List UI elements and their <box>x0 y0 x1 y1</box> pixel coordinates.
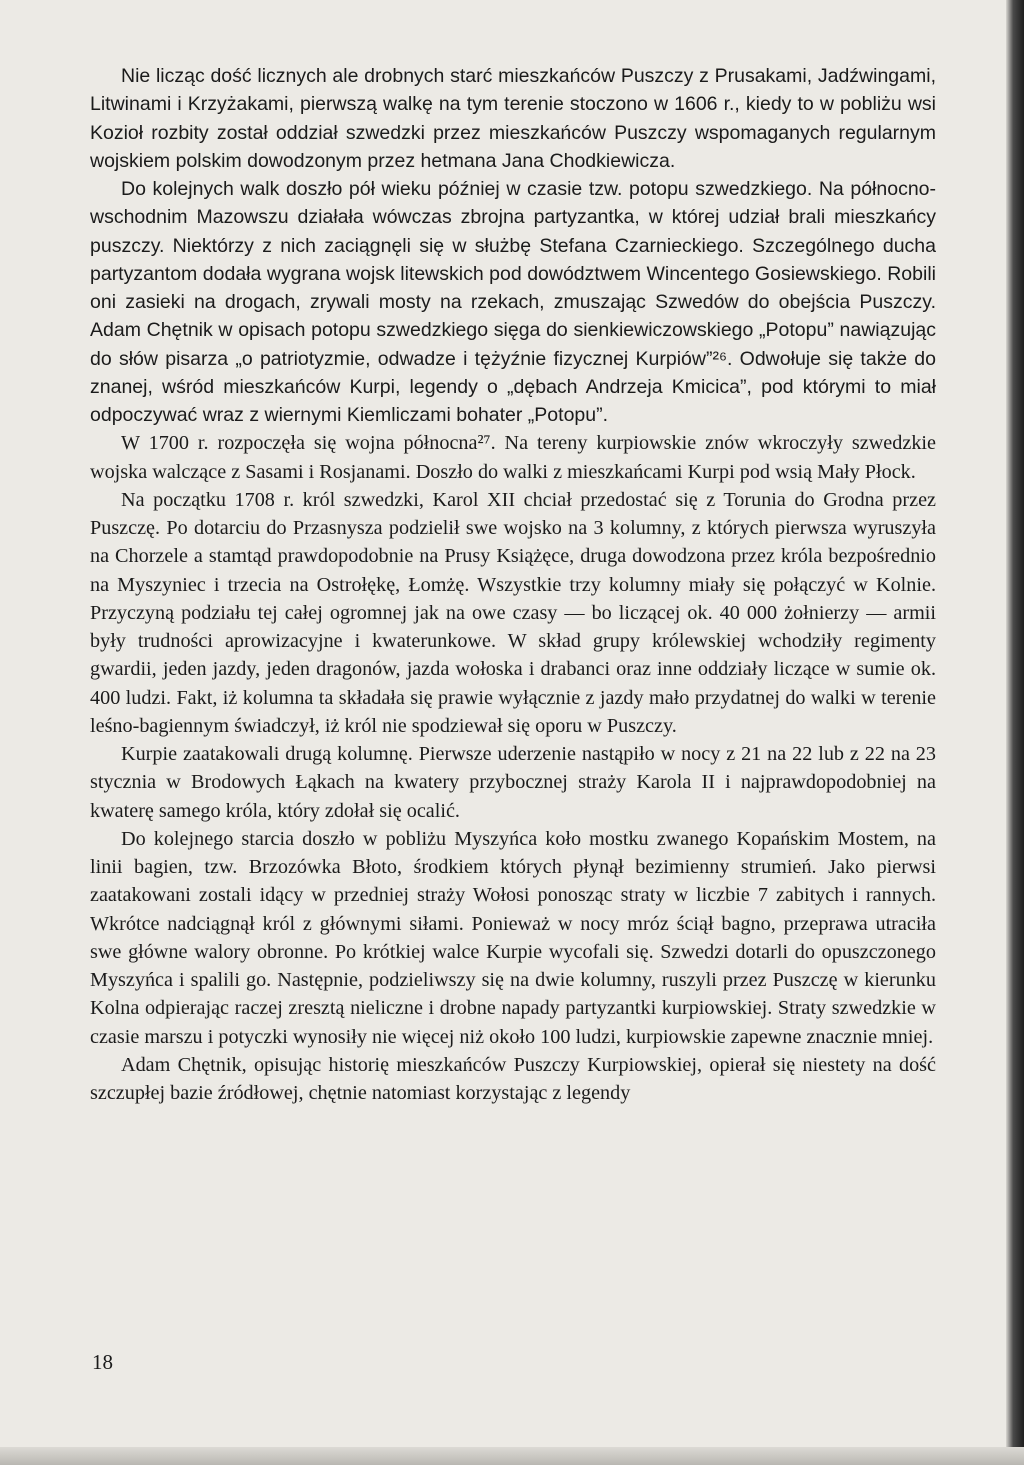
paragraph: W 1700 r. rozpoczęła się wojna północna²⁷. Na tereny kurpiowskie znów wkroczyły szwedzkie wojska walczące z Sasami i Rosjanami. Doszło do walki z mieszkańcami Kurpi pod wsią Mały Płock. <box>90 432 936 483</box>
paragraph: Kurpie zaatakowali drugą kolumnę. Pierwsze uderzenie nastąpiło w nocy z 21 na 22 lub z 22 na 23 stycznia w Brodowych Łąkach na kwatery przybocznej straży Karola II i najprawdopodobniej na kwaterę samego króla, który zdołał się ocalić. <box>90 743 936 822</box>
body-text <box>90 62 936 1107</box>
page-number: 18 <box>92 1350 113 1374</box>
paragraph: Do kolejnych walk doszło pół wieku później w czasie tzw. potopu szwedzkiego. Na północno-wschodnim Mazowszu działała wówczas zbrojna partyzantka, w której udział brali mieszkańcy puszczy. Niektórzy z nich zaciągnęli się w służbę Stefana Czarnieckiego. Szczególnego ducha partyzantom dodała wygrana wojsk litewskich pod dowództwem Wincentego Gosiewskiego. Robili oni zasieki na drogach, zrywali mosty na rzekach, zmuszając Szwedów do obejścia Puszczy. Adam Chętnik w opisach potopu szwedzkiego sięga do sienkiewiczowskiego „Potopu” nawiązując do słów pisarza „o patriotyzmie, odwadze i tężyźnie fizycznej Kurpiów”²⁶. Odwołuje się także do znanej, wśród mieszkańców Kurpi, legendy o „dębach Andrzeja Kmicica”, pod którymi to miał odpoczywać wraz z wiernymi Kiemliczami bohater „Potopu”. <box>90 178 936 426</box>
page-bottom-edge <box>0 1447 1024 1465</box>
paragraph: Do kolejnego starcia doszło w pobliżu Myszyńca koło mostku zwanego Kopańskim Mostem, na linii bagien, tzw. Brzozówka Błoto, środkiem których płynął bezimienny strumień. Jako pierwsi zaatakowani zostali idący w przedniej straży Wołosi ponosząc straty w liczbie 7 zabitych i rannych. Wkrótce nadciągnął król z głównymi siłami. Ponieważ w nocy mróz ściął bagno, przeprawa utraciła swe główne walory obronne. Po krótkiej walce Kurpie wycofali się. Szwedzi dotarli do opuszczonego Myszyńca i spalili go. Następnie, podzieliwszy się na dwie kolumny, ruszyli przez Puszczę w kierunku Kolna odpierając raczej zresztą nieliczne i drobne napady partyzantki kurpiowskiej. Straty szwedzkie w czasie marszu i potyczki wynosiły nie więcej niż około 100 ludzi, kurpiowskie zapewne znacznie mniej. <box>90 827 936 1048</box>
paragraph: Nie licząc dość licznych ale drobnych starć mieszkańców Puszczy z Prusakami, Jadźwingami, Litwinami i Krzyżakami, pierwszą walkę na tym terenie stoczono w 1606 r., kiedy to w pobliżu wsi Kozioł rozbity został oddział szwedzki przez mieszkańców Puszczy wspomaganych regularnym wojskiem polskim dowodzonym przez hetmana Jana Chodkiewicza. <box>90 65 936 172</box>
page-edge-shadow <box>1006 0 1024 1465</box>
paragraph: Na początku 1708 r. król szwedzki, Karol XII chciał przedostać się z Torunia do Grodna przez Puszczę. Po dotarciu do Przasnysza podzielił swe wojsko na 3 kolumny, z których pierwsza wyruszyła na Chorzele a stamtąd prawdopodobnie na Prusy Książęce, druga dowodzona przez króla bezpośrednio na Myszyniec i trzecia na Ostrołękę, Łomżę. Wszystkie trzy kolumny miały się połączyć w Kolnie. Przyczyną podziału tej całej ogromnej jak na owe czasy — bo liczącej ok. 40 000 żołnierzy — armii były trudności aprowizacyjne i kwaterunkowe. W skład grupy królewskiej wchodziły regimenty gwardii, jeden jazdy, jeden dragonów, jazda wołoska i drabanci oraz inne oddziały liczące w sumie ok. 400 ludzi. Fakt, iż kolumna ta składała się prawie wyłącznie z jazdy mało przydatnej do walki w terenie leśno-bagiennym świadczył, iż król nie spodziewał się oporu w Puszczy. <box>90 488 936 737</box>
paragraph: Adam Chętnik, opisując historię mieszkańców Puszczy Kurpiowskiej, opierał się niestety na dość szczupłej bazie źródłowej, chętnie natomiast korzystając z legendy <box>90 1053 936 1104</box>
